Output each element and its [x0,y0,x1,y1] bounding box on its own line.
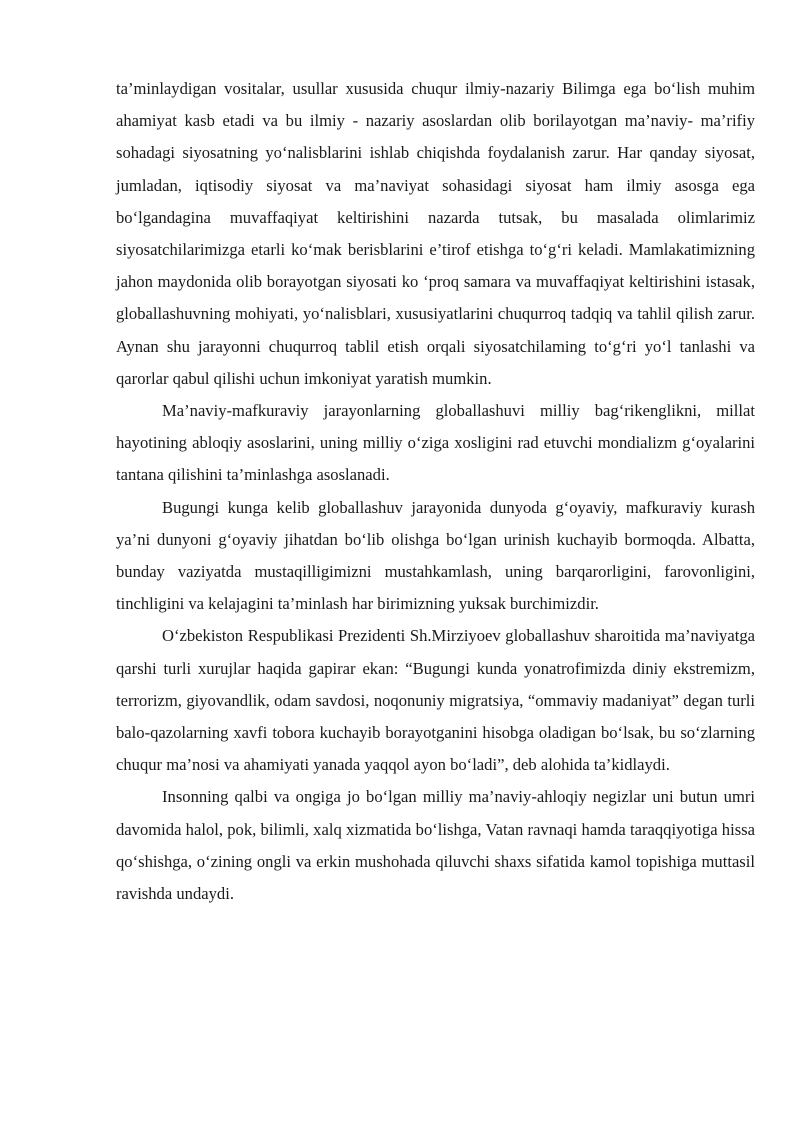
paragraph-ideological-struggle: Bugungi kunga kelib globallashuv jarayonida dunyoda g‘oyaviy, mafkuraviy kurash ya’ni dunyoni g‘oyaviy jihatdan bo‘lib olishga bo‘lgan urinish kuchayib bormoqda. Albatta, bunday vaziyatda mustaqilligimizni mustahkamlash, uning barqarorligini, farovonligini, tinchligini va kelajagini ta’minlash har birimizning yuksak burchimizdir. [116,497,755,614]
paragraph-continuation: ta’minlaydigan vositalar, usullar xususida chuqur ilmiy-nazariy Bilimga ega bo‘lish muhim ahamiyat kasb etadi va bu ilmiy - nazariy asoslardan olib borilayotgan ma’naviy- ma’rifiy sohadagi siyosatning yo‘nalisblarini ishlab chiqishda foydalanish zarur. Har qanday siyosat, jumladan, iqtisodiy siyosat va ma’naviyat sohasidagi siyosat ham ilmiy asosga ega bo‘lgandagina muvaffaqiyat keltirishini nazarda tutsak, bu masalada olimlarimiz siyosatchilarimizga etarli ko‘mak berisblarini e’tirof etishga to‘g‘ri keladi. Mamlakatimizning jahon maydonida olib borayotgan siyosati ko ‘proq samara va muvaffaqiyat keltirishini istasak, globallashuvning mohiyati, yo‘nalisblari, xususiyatlarini chuqurroq tadqiq va tahlil qilish zarur. Aynan shu jarayonni chuqurroq tablil etish orqali siyosatchilaming to‘g‘ri yo‘l tanlashi va qarorlar qabul qilishi uchun imkoniyat yaratish mumkin. [116,79,755,388]
paragraph-president-quote: O‘zbekiston Respublikasi Prezidenti Sh.Mirziyoev globallashuv sharoitida ma’naviyatga qarshi turli xurujlar haqida gapirar ekan: “Bugungi kunda yonatrofimizda diniy ekstremizm, terrorizm, giyovandlik, odam savdosi, noqonuniy migratsiya, “ommaviy madaniyat” degan turli balo-qazolarning xavfi tobora kuchayib borayotganini hisobga oladigan bo‘lsak, bu so‘zlarning chuqur ma’nosi va ahamiyati yanada yaqqol ayon bo‘ladi”, deb alohida ta’kidlaydi. [116,626,755,775]
paragraph-globalization-ideology: Ma’naviy-mafkuraviy jarayonlarning globallashuvi milliy bag‘rikenglikni, millat hayotining abloqiy asoslarini, uning milliy o‘ziga xosligini rad etuvchi mondializm g‘oyalarini tantana qilishini ta’minlashga asoslanadi. [116,401,755,485]
paragraph-national-values: Insonning qalbi va ongiga jo bo‘lgan milliy ma’naviy-ahloqiy negizlar uni butun umri davomida halol, pok, bilimli, xalq xizmatida bo‘lishga, Vatan ravnaqi hamda taraqqiyotiga hissa qo‘shishga, o‘zining ongli va erkin mushohada qiluvchi shaxs sifatida kamol topishiga muttasil ravishda undaydi. [116,787,755,904]
document-page [116,73,755,910]
